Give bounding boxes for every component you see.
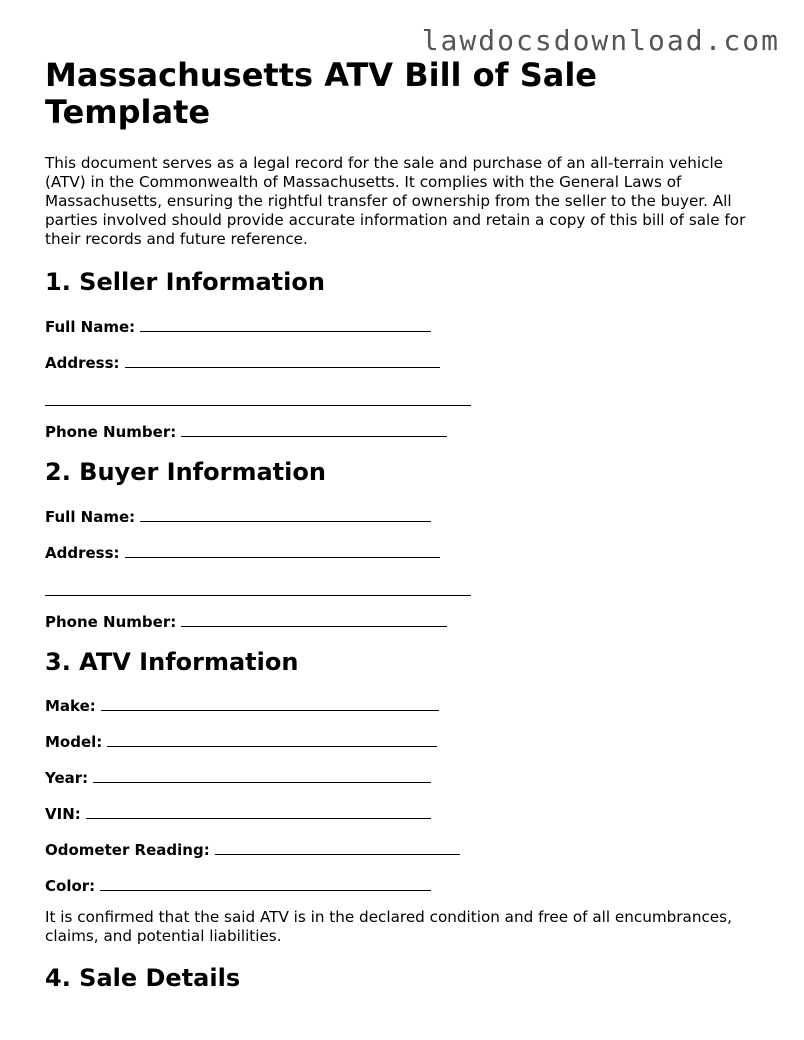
- buyer-address-line-2[interactable]: [45, 595, 471, 596]
- seller-address-field[interactable]: [45, 353, 761, 372]
- page-title: Massachusetts ATV Bill of Sale Template: [45, 56, 597, 131]
- seller-phone-line[interactable]: [181, 422, 447, 437]
- section-heading-buyer: 2. Buyer Information: [45, 458, 326, 486]
- section-heading-atv: 3. ATV Information: [45, 648, 299, 676]
- atv-odometer-line[interactable]: [215, 840, 460, 855]
- buyer-phone-label: Phone Number:: [45, 613, 177, 631]
- atv-odometer-field[interactable]: [45, 840, 761, 859]
- buyer-full-name-label: Full Name:: [45, 508, 136, 526]
- atv-condition-statement: It is confirmed that the said ATV is in the declared condition and free of all encumbrances, claims, and potential liabilities.: [45, 908, 732, 945]
- atv-year-field[interactable]: [45, 768, 761, 787]
- document-page: [45, 57, 761, 992]
- seller-address-line-2[interactable]: [45, 405, 471, 406]
- atv-color-line[interactable]: [100, 876, 431, 891]
- seller-full-name-field[interactable]: [45, 317, 761, 336]
- buyer-address-field[interactable]: [45, 543, 761, 562]
- atv-model-label: Model:: [45, 733, 103, 751]
- atv-color-field[interactable]: [45, 876, 761, 895]
- buyer-full-name-line[interactable]: [140, 507, 431, 522]
- atv-make-field[interactable]: [45, 696, 761, 715]
- buyer-phone-field[interactable]: [45, 612, 761, 631]
- seller-address-line[interactable]: [125, 353, 440, 368]
- atv-color-label: Color:: [45, 877, 96, 895]
- atv-odometer-label: Odometer Reading:: [45, 841, 210, 859]
- atv-vin-label: VIN:: [45, 805, 81, 823]
- buyer-address-line[interactable]: [125, 543, 440, 558]
- atv-make-label: Make:: [45, 697, 96, 715]
- atv-model-field[interactable]: [45, 732, 761, 751]
- atv-model-line[interactable]: [107, 732, 437, 747]
- watermark: lawdocsdownload.com: [421, 24, 780, 57]
- atv-year-label: Year:: [45, 769, 89, 787]
- seller-phone-label: Phone Number:: [45, 423, 177, 441]
- section-heading-seller: 1. Seller Information: [45, 268, 325, 296]
- atv-make-line[interactable]: [101, 696, 439, 711]
- seller-address-label: Address:: [45, 354, 120, 372]
- seller-phone-field[interactable]: [45, 422, 761, 441]
- buyer-phone-line[interactable]: [181, 612, 447, 627]
- atv-year-line[interactable]: [93, 768, 431, 783]
- intro-paragraph: This document serves as a legal record for the sale and purchase of an all-terrain vehicle (ATV) in the Commonwealth of Massachusetts. It complies with the General Laws of Massachusetts, ensuring the rightful transfer of ownership from the seller to the buyer. All parties involved should provide accurate information and retain a copy of this bill of sale for their records and future reference.: [45, 154, 746, 248]
- atv-vin-line[interactable]: [86, 804, 431, 819]
- atv-vin-field[interactable]: [45, 804, 761, 823]
- buyer-address-label: Address:: [45, 544, 120, 562]
- buyer-full-name-field[interactable]: [45, 507, 761, 526]
- seller-full-name-label: Full Name:: [45, 318, 136, 336]
- section-heading-sale: 4. Sale Details: [45, 964, 241, 992]
- seller-full-name-line[interactable]: [140, 317, 431, 332]
